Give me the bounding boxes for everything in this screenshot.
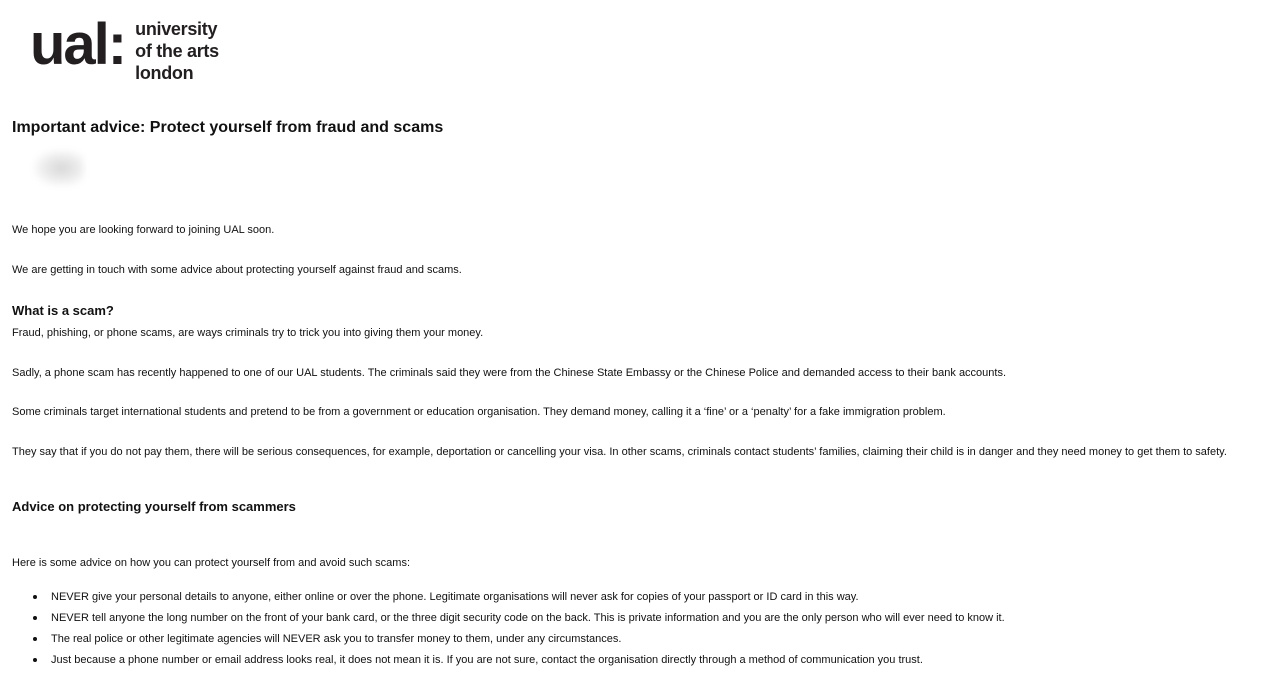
logo-wordmark [135, 18, 219, 84]
advice-item-police: The real police or other legitimate agencies will NEVER ask you to transfer money to them, under any circumstances. [12, 632, 1005, 653]
advice-item-personal-details: NEVER give your personal details to anyone, either online or over the phone. Legitimate organisations will never ask for copies of your passport or ID card in this way. [12, 590, 1005, 611]
advice-section-heading: Advice on protecting yourself from scammers [12, 499, 296, 514]
scam-section-heading: What is a scam? [12, 303, 114, 318]
logo-line-university: university [135, 19, 218, 39]
advice-intro: Here is some advice on how you can protect yourself from and avoid such scams: [12, 557, 411, 569]
advice-item-verify-contact: Just because a phone number or email address looks real, it does not mean it is. If you are not sure, contact the organisation directly through a method of communication you trust. [12, 653, 1005, 674]
logo-line-london: london [135, 63, 194, 83]
blurred-image [34, 150, 84, 186]
advice-item-bank-card: NEVER tell anyone the long number on the front of your bank card, or the three digit security code on the back. This is private information and you are the only person who will ever need to know it. [12, 611, 1005, 632]
intro-paragraph-1: We hope you are looking forward to joining UAL soon. [12, 224, 275, 236]
email-title: Important advice: Protect yourself from fraud and scams [12, 119, 444, 136]
advice-list [12, 590, 1005, 674]
scam-paragraph-1: Fraud, phishing, or phone scams, are ways criminals try to trick you into giving them your money. [12, 327, 484, 339]
logo-line-of-the-arts: of the arts [135, 41, 219, 61]
logo-mark: ual: [30, 12, 126, 77]
scam-paragraph-2: Sadly, a phone scam has recently happened to one of our UAL students. The criminals said they were from the Chinese State Embassy or the Chinese Police and demanded access to their bank accounts. [12, 367, 1007, 379]
scam-paragraph-4: They say that if you do not pay them, there will be serious consequences, for example, deportation or cancelling your visa. In other scams, criminals contact students’ families, claiming their child is in danger and they need money to get them to safety. [12, 446, 1227, 458]
scam-paragraph-3: Some criminals target international students and pretend to be from a government or education organisation. They demand money, calling it a ‘fine’ or a ‘penalty’ for a fake immigration problem. [12, 406, 946, 418]
intro-paragraph-2: We are getting in touch with some advice about protecting yourself against fraud and scams. [12, 264, 462, 276]
ual-logo [30, 12, 219, 83]
